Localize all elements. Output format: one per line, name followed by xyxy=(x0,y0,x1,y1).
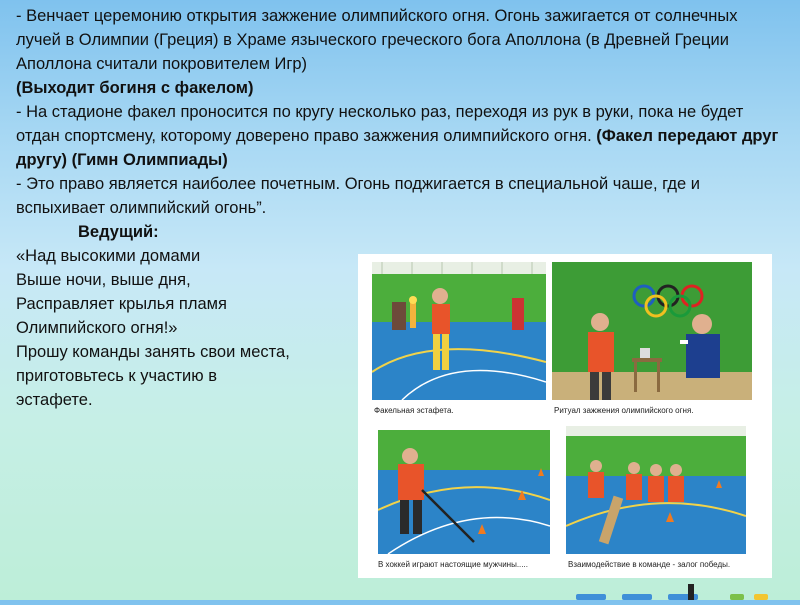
main-text xyxy=(16,4,786,244)
instruction-line: приготовьтесь к участию в xyxy=(16,367,217,385)
poem-line: Олимпийского огня!» xyxy=(16,319,178,337)
paragraph-torch xyxy=(16,100,786,172)
caption-fire-lighting: Ритуал зажжения олимпийского огня. xyxy=(554,406,694,415)
paragraph-torch-text: - На стадионе факел проносится по кругу несколько раз, переходя из рук в руки, пока не будет отдан спортсмену, которому доверено право зажжения олимпийского огня. xyxy=(16,103,744,145)
stage-direction-goddess: (Выходит богиня с факелом) xyxy=(16,79,254,97)
stage-direction-anthem: (Факел передают друг другу) (Гимн Олимпиады) xyxy=(16,127,779,169)
instruction-line: эстафете. xyxy=(16,391,93,409)
instruction-line: Прошу команды занять свои места, xyxy=(16,343,290,361)
decorative-rings-fragment xyxy=(570,580,790,600)
poem-block xyxy=(16,244,356,412)
host-heading: Ведущий: xyxy=(78,223,159,241)
photo-torch-relay xyxy=(372,262,546,400)
poem-line: Выше ночи, выше дня, xyxy=(16,271,191,289)
caption-hockey: В хоккей играют настоящие мужчины..... xyxy=(378,560,528,569)
caption-torch-relay: Факельная эстафета. xyxy=(374,406,454,415)
paragraph-honor: - Это право является наиболее почетным. Огонь поджигается в специальной чаше, где и вспыхивает олимпийский огонь”. xyxy=(16,175,701,217)
photo-fire-lighting xyxy=(552,262,752,400)
photo-hockey xyxy=(378,430,550,554)
caption-teamwork: Взаимодействие в команде - залог победы. xyxy=(568,560,731,569)
paragraph-ceremony: - Венчает церемонию открытия зажжение олимпийского огня. Огонь зажигается от солнечных лучей в Олимпии (Греция) в Храме языческого греческого бога Аполлона (в Древней Греции Аполлона считали покровителем Игр) xyxy=(16,7,738,73)
photo-collage xyxy=(358,254,772,578)
poem-line: Расправляет крылья пламя xyxy=(16,295,227,313)
photo-teamwork xyxy=(566,426,746,554)
poem-line: «Над высокими домами xyxy=(16,247,201,265)
